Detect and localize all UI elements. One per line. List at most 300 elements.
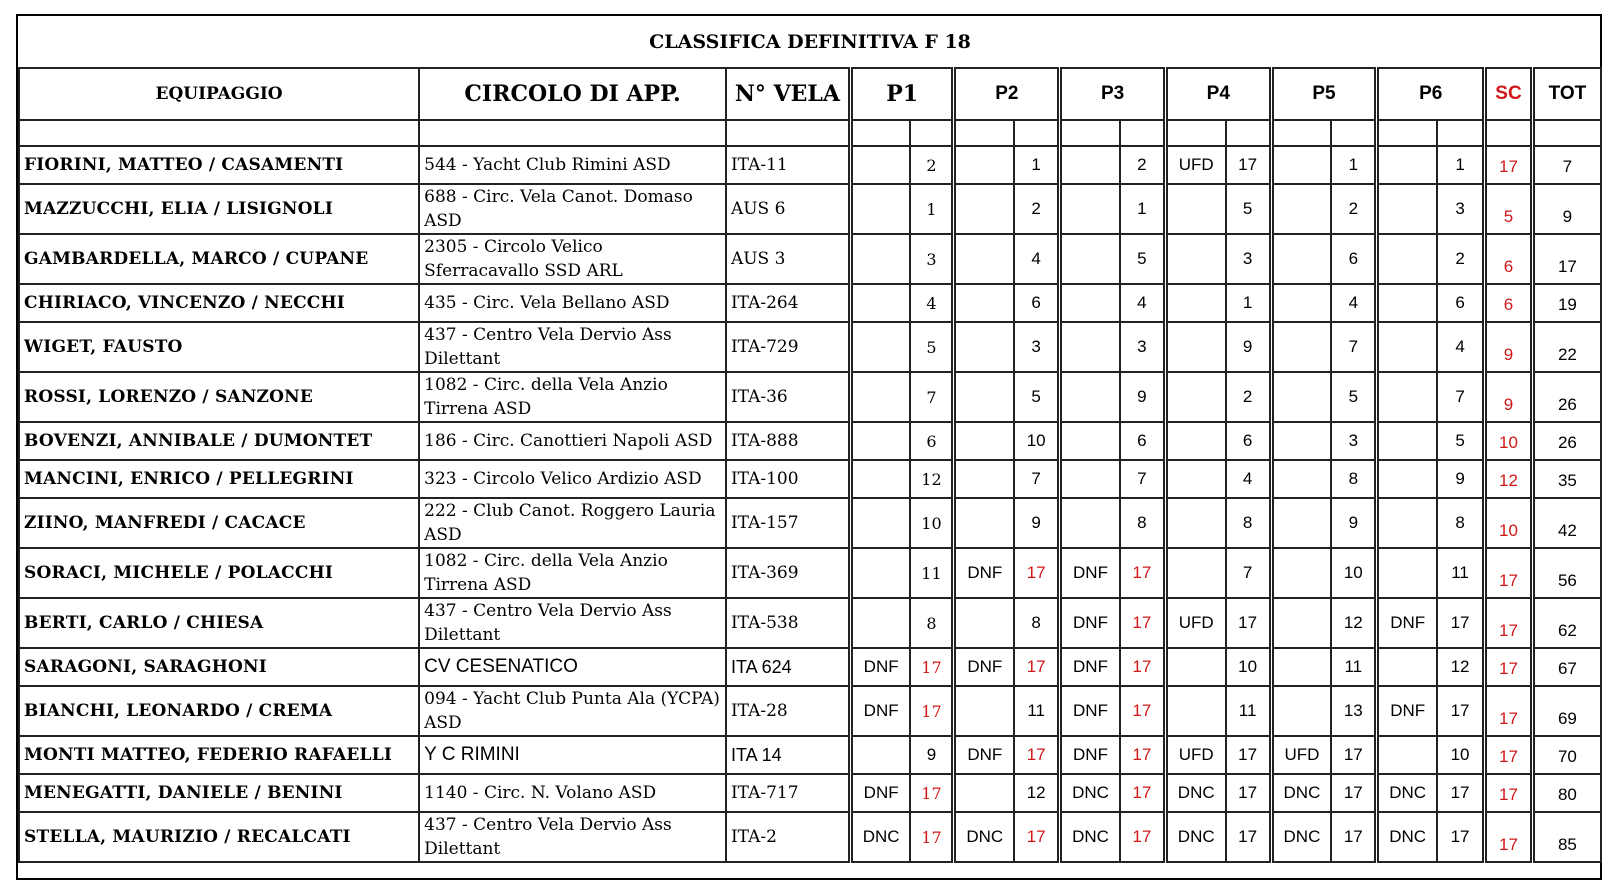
results-body	[19, 146, 1601, 862]
race-points-cell: 17	[1331, 812, 1377, 862]
race-points-cell: 8	[910, 598, 954, 648]
race-code-cell	[1060, 234, 1120, 284]
race-code-cell: DNF	[1377, 598, 1437, 648]
race-points-cell: 10	[1226, 648, 1272, 686]
race-points-cell: 17	[910, 774, 954, 812]
header-p2: P2	[954, 68, 1060, 120]
race-points-cell: 3	[1331, 422, 1377, 460]
total-cell: 80	[1532, 774, 1601, 812]
race-points-cell: 5	[1014, 372, 1060, 422]
table-row	[19, 548, 1601, 598]
table-row	[19, 686, 1601, 736]
race-code-cell	[954, 598, 1014, 648]
race-code-cell	[1165, 648, 1225, 686]
discard-cell: 6	[1485, 234, 1533, 284]
race-points-cell: 9	[1014, 498, 1060, 548]
race-code-cell	[954, 498, 1014, 548]
sail-number-cell: ITA-157	[726, 498, 850, 548]
race-points-cell: 11	[1331, 648, 1377, 686]
sail-number-cell: ITA-28	[726, 686, 850, 736]
race-code-cell	[1271, 548, 1331, 598]
total-cell: 26	[1532, 372, 1601, 422]
club-cell: 094 - Yacht Club Punta Ala (YCPA) ASD	[419, 686, 726, 736]
club-cell: 437 - Centro Vela Dervio Ass Dilettant	[419, 598, 726, 648]
race-points-cell: 9	[1331, 498, 1377, 548]
race-code-cell: DNF	[954, 548, 1014, 598]
race-points-cell: 1	[1331, 146, 1377, 184]
race-points-cell: 2	[1120, 146, 1166, 184]
race-points-cell: 1	[910, 184, 954, 234]
total-cell: 67	[1532, 648, 1601, 686]
header-p3: P3	[1060, 68, 1166, 120]
header-p1: P1	[850, 68, 954, 120]
table-row	[19, 234, 1601, 284]
race-code-cell	[1271, 598, 1331, 648]
race-points-cell: 7	[1226, 548, 1272, 598]
race-points-cell: 17	[1014, 648, 1060, 686]
table-row	[19, 322, 1601, 372]
discard-cell: 17	[1485, 686, 1533, 736]
race-code-cell	[1165, 234, 1225, 284]
race-points-cell: 6	[1014, 284, 1060, 322]
race-code-cell	[1377, 648, 1437, 686]
race-points-cell: 11	[1226, 686, 1272, 736]
table-row	[19, 284, 1601, 322]
total-cell: 62	[1532, 598, 1601, 648]
race-points-cell: 6	[1226, 422, 1272, 460]
crew-cell: ZIINO, MANFREDI / CACACE	[19, 498, 419, 548]
race-points-cell: 5	[910, 322, 954, 372]
race-points-cell: 2	[1437, 234, 1485, 284]
race-points-cell: 17	[1331, 774, 1377, 812]
race-code-cell	[954, 322, 1014, 372]
race-code-cell: DNC	[1165, 812, 1225, 862]
race-points-cell: 3	[1120, 322, 1166, 372]
race-code-cell	[850, 460, 910, 498]
race-points-cell: 8	[1120, 498, 1166, 548]
race-points-cell: 3	[1226, 234, 1272, 284]
table-row	[19, 422, 1601, 460]
race-code-cell: DNF	[1060, 548, 1120, 598]
crew-cell: SORACI, MICHELE / POLACCHI	[19, 548, 419, 598]
race-code-cell	[1271, 146, 1331, 184]
page-title: CLASSIFICA DEFINITIVA F 18	[19, 16, 1601, 68]
crew-cell: WIGET, FAUSTO	[19, 322, 419, 372]
sail-number-cell: ITA-369	[726, 548, 850, 598]
race-points-cell: 17	[1226, 774, 1272, 812]
race-points-cell: 17	[1014, 736, 1060, 774]
race-code-cell	[1271, 422, 1331, 460]
race-code-cell	[1060, 146, 1120, 184]
race-code-cell: DNF	[954, 736, 1014, 774]
header-p5: P5	[1271, 68, 1377, 120]
race-points-cell: 9	[1226, 322, 1272, 372]
race-points-cell: 17	[910, 812, 954, 862]
race-points-cell: 17	[1437, 774, 1485, 812]
race-code-cell	[850, 598, 910, 648]
race-code-cell	[954, 422, 1014, 460]
race-points-cell: 17	[910, 648, 954, 686]
sail-number-cell: ITA-717	[726, 774, 850, 812]
table-row	[19, 812, 1601, 862]
club-cell: 544 - Yacht Club Rimini ASD	[419, 146, 726, 184]
race-code-cell: DNF	[954, 648, 1014, 686]
race-code-cell	[1271, 322, 1331, 372]
race-code-cell	[1377, 736, 1437, 774]
total-cell: 85	[1532, 812, 1601, 862]
race-points-cell: 17	[1120, 812, 1166, 862]
race-points-cell: 8	[1331, 460, 1377, 498]
header-crew: EQUIPAGGIO	[19, 68, 419, 120]
crew-cell: MENEGATTI, DANIELE / BENINI	[19, 774, 419, 812]
race-code-cell	[1377, 422, 1437, 460]
race-code-cell: DNC	[1377, 812, 1437, 862]
club-cell: 323 - Circolo Velico Ardizio ASD	[419, 460, 726, 498]
race-points-cell: 12	[1014, 774, 1060, 812]
total-cell: 35	[1532, 460, 1601, 498]
discard-cell: 5	[1485, 184, 1533, 234]
race-code-cell: DNF	[1060, 598, 1120, 648]
results-sheet	[16, 14, 1602, 880]
race-points-cell: 3	[910, 234, 954, 284]
race-points-cell: 7	[1437, 372, 1485, 422]
race-points-cell: 17	[1120, 686, 1166, 736]
race-points-cell: 7	[1120, 460, 1166, 498]
race-points-cell: 17	[1120, 736, 1166, 774]
race-code-cell	[954, 686, 1014, 736]
race-points-cell: 1	[1014, 146, 1060, 184]
crew-cell: STELLA, MAURIZIO / RECALCATI	[19, 812, 419, 862]
race-points-cell: 17	[1120, 548, 1166, 598]
race-points-cell: 12	[1437, 648, 1485, 686]
race-code-cell	[1271, 184, 1331, 234]
race-code-cell	[850, 284, 910, 322]
club-cell: 222 - Club Canot. Roggero Lauria ASD	[419, 498, 726, 548]
race-code-cell	[1271, 372, 1331, 422]
race-points-cell: 11	[1014, 686, 1060, 736]
race-points-cell: 11	[1437, 548, 1485, 598]
race-points-cell: 12	[910, 460, 954, 498]
race-points-cell: 4	[910, 284, 954, 322]
race-points-cell: 5	[1331, 372, 1377, 422]
race-points-cell: 17	[1120, 598, 1166, 648]
header-sc: SC	[1485, 68, 1533, 120]
sail-number-cell: ITA-36	[726, 372, 850, 422]
crew-cell: SARAGONI, SARAGHONI	[19, 648, 419, 686]
discard-cell: 6	[1485, 284, 1533, 322]
club-cell: 437 - Centro Vela Dervio Ass Dilettant	[419, 322, 726, 372]
race-points-cell: 17	[1226, 812, 1272, 862]
race-code-cell	[1165, 460, 1225, 498]
race-code-cell	[1271, 498, 1331, 548]
race-code-cell	[850, 736, 910, 774]
race-code-cell	[850, 322, 910, 372]
race-code-cell	[1060, 422, 1120, 460]
race-points-cell: 17	[1226, 598, 1272, 648]
club-cell: Y C RIMINI	[419, 736, 726, 774]
race-points-cell: 17	[1437, 598, 1485, 648]
race-code-cell: DNF	[850, 774, 910, 812]
race-points-cell: 10	[1331, 548, 1377, 598]
club-cell: 437 - Centro Vela Dervio Ass Dilettant	[419, 812, 726, 862]
total-cell: 26	[1532, 422, 1601, 460]
race-points-cell: 7	[1331, 322, 1377, 372]
crew-cell: MAZZUCCHI, ELIA / LISIGNOLI	[19, 184, 419, 234]
table-row	[19, 598, 1601, 648]
race-points-cell: 17	[910, 686, 954, 736]
discard-cell: 9	[1485, 372, 1533, 422]
race-points-cell: 9	[910, 736, 954, 774]
race-points-cell: 5	[1120, 234, 1166, 284]
race-points-cell: 8	[1014, 598, 1060, 648]
race-code-cell	[954, 372, 1014, 422]
race-code-cell	[850, 184, 910, 234]
table-row	[19, 774, 1601, 812]
race-code-cell	[954, 184, 1014, 234]
discard-cell: 12	[1485, 460, 1533, 498]
race-points-cell: 8	[1437, 498, 1485, 548]
race-code-cell	[1271, 234, 1331, 284]
discard-cell: 17	[1485, 774, 1533, 812]
race-code-cell	[1060, 184, 1120, 234]
race-points-cell: 17	[1014, 812, 1060, 862]
discard-cell: 10	[1485, 498, 1533, 548]
race-code-cell: UFD	[1271, 736, 1331, 774]
club-cell: 688 - Circ. Vela Canot. Domaso ASD	[419, 184, 726, 234]
race-code-cell	[1165, 422, 1225, 460]
race-code-cell: DNF	[850, 686, 910, 736]
race-points-cell: 17	[1120, 648, 1166, 686]
race-points-cell: 4	[1331, 284, 1377, 322]
discard-cell: 17	[1485, 146, 1533, 184]
race-code-cell	[850, 234, 910, 284]
race-code-cell: DNC	[1377, 774, 1437, 812]
discard-cell: 9	[1485, 322, 1533, 372]
sail-number-cell: ITA-888	[726, 422, 850, 460]
race-code-cell: DNF	[1060, 686, 1120, 736]
race-points-cell: 4	[1120, 284, 1166, 322]
race-points-cell: 1	[1120, 184, 1166, 234]
race-code-cell	[1377, 184, 1437, 234]
race-code-cell	[1165, 184, 1225, 234]
race-code-cell	[1165, 322, 1225, 372]
race-code-cell	[954, 284, 1014, 322]
race-points-cell: 10	[910, 498, 954, 548]
race-code-cell	[1377, 372, 1437, 422]
race-points-cell: 17	[1014, 548, 1060, 598]
race-code-cell	[1060, 372, 1120, 422]
crew-cell: MONTI MATTEO, FEDERIO RAFAELLI	[19, 736, 419, 774]
race-code-cell	[1377, 322, 1437, 372]
club-cell: 1082 - Circ. della Vela Anzio Tirrena ASD	[419, 372, 726, 422]
race-code-cell	[954, 774, 1014, 812]
total-cell: 17	[1532, 234, 1601, 284]
total-cell: 70	[1532, 736, 1601, 774]
club-cell: CV CESENATICO	[419, 648, 726, 686]
race-code-cell	[850, 422, 910, 460]
race-code-cell: DNF	[850, 648, 910, 686]
race-points-cell: 10	[1014, 422, 1060, 460]
race-points-cell: 2	[1226, 372, 1272, 422]
discard-cell: 17	[1485, 812, 1533, 862]
race-points-cell: 6	[1437, 284, 1485, 322]
sail-number-cell: ITA 14	[726, 736, 850, 774]
sail-number-cell: AUS 3	[726, 234, 850, 284]
total-cell: 42	[1532, 498, 1601, 548]
race-code-cell	[1165, 498, 1225, 548]
race-code-cell	[1377, 498, 1437, 548]
club-cell: 1082 - Circ. della Vela Anzio Tirrena ASD	[419, 548, 726, 598]
club-cell: 2305 - Circolo Velico Sferracavallo SSD ARL	[419, 234, 726, 284]
table-row	[19, 648, 1601, 686]
spacer-row	[19, 120, 1601, 146]
race-points-cell: 17	[1226, 146, 1272, 184]
race-code-cell	[1060, 284, 1120, 322]
club-cell: 1140 - Circ. N. Volano ASD	[419, 774, 726, 812]
race-code-cell: DNC	[954, 812, 1014, 862]
race-points-cell: 6	[910, 422, 954, 460]
discard-cell: 17	[1485, 548, 1533, 598]
race-code-cell	[1165, 372, 1225, 422]
crew-cell: BIANCHI, LEONARDO / CREMA	[19, 686, 419, 736]
total-cell: 7	[1532, 146, 1601, 184]
table-row	[19, 146, 1601, 184]
discard-cell: 17	[1485, 736, 1533, 774]
race-points-cell: 17	[1437, 686, 1485, 736]
race-code-cell	[850, 498, 910, 548]
race-code-cell	[1271, 648, 1331, 686]
total-cell: 9	[1532, 184, 1601, 234]
crew-cell: ROSSI, LORENZO / SANZONE	[19, 372, 419, 422]
race-code-cell: DNF	[1060, 736, 1120, 774]
race-code-cell: DNC	[1271, 774, 1331, 812]
total-cell: 22	[1532, 322, 1601, 372]
table-row	[19, 736, 1601, 774]
race-code-cell	[1377, 284, 1437, 322]
race-points-cell: 9	[1120, 372, 1166, 422]
crew-cell: GAMBARDELLA, MARCO / CUPANE	[19, 234, 419, 284]
header-p6: P6	[1377, 68, 1485, 120]
race-code-cell	[1377, 146, 1437, 184]
total-cell: 69	[1532, 686, 1601, 736]
crew-cell: MANCINI, ENRICO / PELLEGRINI	[19, 460, 419, 498]
race-points-cell: 7	[910, 372, 954, 422]
discard-cell: 17	[1485, 598, 1533, 648]
race-points-cell: 6	[1331, 234, 1377, 284]
race-code-cell	[954, 146, 1014, 184]
race-code-cell: DNF	[1060, 648, 1120, 686]
race-code-cell: DNC	[1271, 812, 1331, 862]
race-points-cell: 2	[910, 146, 954, 184]
race-points-cell: 1	[1437, 146, 1485, 184]
race-points-cell: 12	[1331, 598, 1377, 648]
header-sail: N° VELA	[726, 68, 850, 120]
race-points-cell: 5	[1437, 422, 1485, 460]
header-club: CIRCOLO DI APP.	[419, 68, 726, 120]
table-row	[19, 184, 1601, 234]
race-points-cell: 6	[1120, 422, 1166, 460]
race-code-cell	[1271, 460, 1331, 498]
race-code-cell	[1165, 686, 1225, 736]
race-code-cell	[1377, 548, 1437, 598]
race-code-cell: UFD	[1165, 146, 1225, 184]
sail-number-cell: ITA-264	[726, 284, 850, 322]
sail-number-cell: ITA-2	[726, 812, 850, 862]
race-code-cell	[954, 460, 1014, 498]
race-points-cell: 3	[1437, 184, 1485, 234]
sail-number-cell: ITA-729	[726, 322, 850, 372]
race-points-cell: 9	[1437, 460, 1485, 498]
race-code-cell	[1060, 460, 1120, 498]
race-points-cell: 5	[1226, 184, 1272, 234]
race-points-cell: 17	[1226, 736, 1272, 774]
race-code-cell	[850, 548, 910, 598]
total-cell: 56	[1532, 548, 1601, 598]
sail-number-cell: ITA-11	[726, 146, 850, 184]
race-points-cell: 17	[1331, 736, 1377, 774]
race-code-cell: DNF	[1377, 686, 1437, 736]
sail-number-cell: ITA-538	[726, 598, 850, 648]
race-points-cell: 7	[1014, 460, 1060, 498]
race-code-cell	[1271, 284, 1331, 322]
race-points-cell: 3	[1014, 322, 1060, 372]
race-code-cell	[1165, 284, 1225, 322]
crew-cell: FIORINI, MATTEO / CASAMENTI	[19, 146, 419, 184]
race-points-cell: 1	[1226, 284, 1272, 322]
race-points-cell: 17	[1437, 812, 1485, 862]
discard-cell: 17	[1485, 648, 1533, 686]
race-points-cell: 17	[1120, 774, 1166, 812]
race-points-cell: 2	[1014, 184, 1060, 234]
crew-cell: BERTI, CARLO / CHIESA	[19, 598, 419, 648]
race-points-cell: 8	[1226, 498, 1272, 548]
race-code-cell: UFD	[1165, 598, 1225, 648]
sail-number-cell: AUS 6	[726, 184, 850, 234]
race-code-cell	[850, 372, 910, 422]
race-code-cell: DNC	[1060, 774, 1120, 812]
crew-cell: CHIRIACO, VINCENZO / NECCHI	[19, 284, 419, 322]
race-code-cell	[850, 146, 910, 184]
race-code-cell	[1271, 686, 1331, 736]
race-code-cell	[1165, 548, 1225, 598]
table-row	[19, 372, 1601, 422]
race-code-cell: DNC	[1060, 812, 1120, 862]
crew-cell: BOVENZI, ANNIBALE / DUMONTET	[19, 422, 419, 460]
race-code-cell: DNC	[1165, 774, 1225, 812]
club-cell: 435 - Circ. Vela Bellano ASD	[419, 284, 726, 322]
race-points-cell: 10	[1437, 736, 1485, 774]
race-code-cell	[954, 234, 1014, 284]
sail-number-cell: ITA 624	[726, 648, 850, 686]
race-code-cell	[1060, 322, 1120, 372]
table-row	[19, 498, 1601, 548]
race-code-cell	[1377, 234, 1437, 284]
race-code-cell: UFD	[1165, 736, 1225, 774]
results-table	[18, 16, 1602, 863]
header-tot: TOT	[1532, 68, 1601, 120]
club-cell: 186 - Circ. Canottieri Napoli ASD	[419, 422, 726, 460]
header-p4: P4	[1165, 68, 1271, 120]
discard-cell: 10	[1485, 422, 1533, 460]
race-code-cell	[1060, 498, 1120, 548]
race-points-cell: 11	[910, 548, 954, 598]
table-row	[19, 460, 1601, 498]
race-points-cell: 4	[1437, 322, 1485, 372]
sail-number-cell: ITA-100	[726, 460, 850, 498]
total-cell: 19	[1532, 284, 1601, 322]
race-points-cell: 4	[1226, 460, 1272, 498]
race-points-cell: 2	[1331, 184, 1377, 234]
